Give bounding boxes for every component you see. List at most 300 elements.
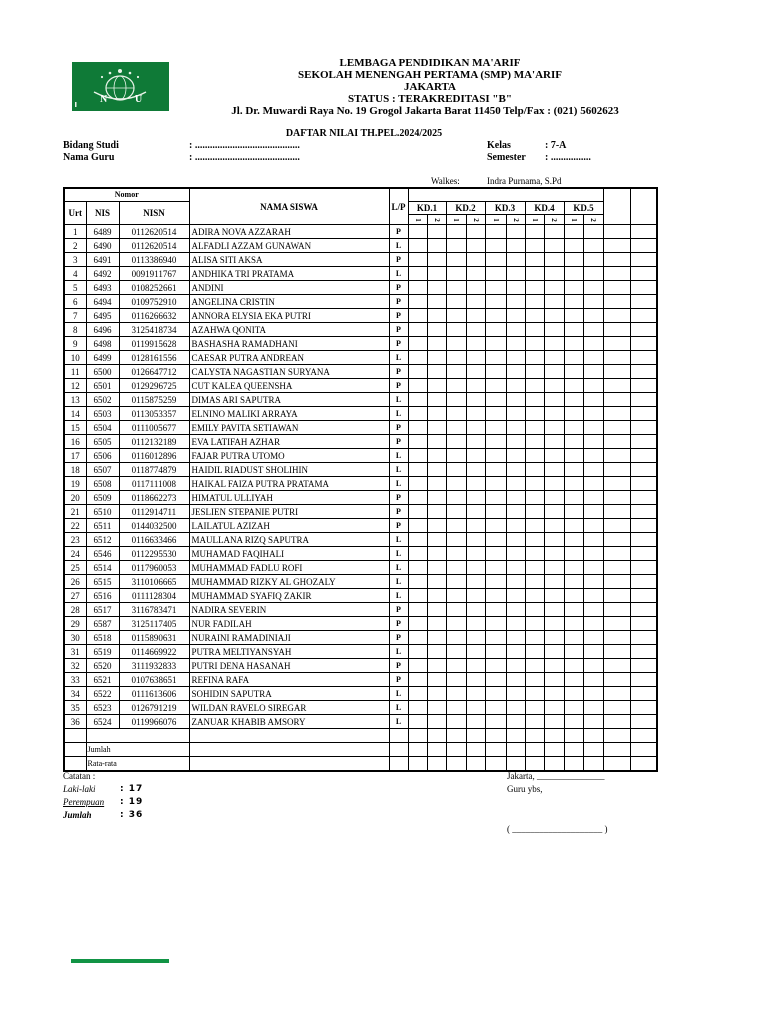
grade-cell[interactable] [544, 281, 564, 295]
grade-cell[interactable] [525, 701, 544, 715]
grade-cell[interactable] [564, 323, 583, 337]
grade-cell[interactable] [564, 701, 583, 715]
grade-cell[interactable] [446, 435, 466, 449]
grade-cell[interactable] [544, 239, 564, 253]
grade-cell[interactable] [506, 505, 525, 519]
grade-cell[interactable] [583, 253, 603, 267]
grade-cell[interactable] [630, 701, 657, 715]
grade-cell[interactable] [603, 491, 630, 505]
grade-cell[interactable] [466, 267, 485, 281]
grade-cell[interactable] [408, 561, 427, 575]
grade-cell[interactable] [564, 435, 583, 449]
grade-cell[interactable] [583, 491, 603, 505]
grade-cell[interactable] [564, 337, 583, 351]
grade-cell[interactable] [544, 575, 564, 589]
grade-cell[interactable] [506, 659, 525, 673]
grade-cell[interactable] [603, 267, 630, 281]
grade-cell[interactable] [408, 407, 427, 421]
grade-cell[interactable] [544, 631, 564, 645]
summary-cell[interactable] [603, 757, 630, 772]
grade-cell[interactable] [506, 323, 525, 337]
grade-cell[interactable] [564, 295, 583, 309]
grade-cell[interactable] [544, 351, 564, 365]
grade-cell[interactable] [544, 309, 564, 323]
grade-cell[interactable] [427, 225, 446, 239]
grade-cell[interactable] [446, 701, 466, 715]
grade-cell[interactable] [630, 589, 657, 603]
grade-cell[interactable] [485, 603, 506, 617]
grade-cell[interactable] [427, 673, 446, 687]
grade-cell[interactable] [630, 547, 657, 561]
grade-cell[interactable] [506, 673, 525, 687]
grade-cell[interactable] [485, 519, 506, 533]
grade-cell[interactable] [544, 589, 564, 603]
summary-cell[interactable] [630, 729, 657, 743]
grade-cell[interactable] [427, 239, 446, 253]
summary-cell[interactable] [544, 729, 564, 743]
grade-cell[interactable] [506, 645, 525, 659]
grade-cell[interactable] [525, 645, 544, 659]
grade-cell[interactable] [583, 547, 603, 561]
grade-cell[interactable] [485, 589, 506, 603]
grade-cell[interactable] [544, 701, 564, 715]
grade-cell[interactable] [506, 435, 525, 449]
grade-cell[interactable] [603, 715, 630, 729]
grade-cell[interactable] [583, 575, 603, 589]
grade-cell[interactable] [506, 449, 525, 463]
grade-cell[interactable] [564, 505, 583, 519]
grade-cell[interactable] [446, 659, 466, 673]
grade-cell[interactable] [466, 645, 485, 659]
grade-cell[interactable] [408, 295, 427, 309]
grade-cell[interactable] [630, 491, 657, 505]
grade-cell[interactable] [485, 281, 506, 295]
grade-cell[interactable] [446, 295, 466, 309]
grade-cell[interactable] [485, 491, 506, 505]
grade-cell[interactable] [485, 225, 506, 239]
grade-cell[interactable] [446, 309, 466, 323]
grade-cell[interactable] [408, 309, 427, 323]
grade-cell[interactable] [525, 533, 544, 547]
grade-cell[interactable] [583, 267, 603, 281]
grade-cell[interactable] [544, 533, 564, 547]
grade-cell[interactable] [630, 365, 657, 379]
grade-cell[interactable] [427, 631, 446, 645]
grade-cell[interactable] [466, 491, 485, 505]
grade-cell[interactable] [506, 295, 525, 309]
grade-cell[interactable] [544, 603, 564, 617]
grade-cell[interactable] [544, 267, 564, 281]
grade-cell[interactable] [466, 239, 485, 253]
grade-cell[interactable] [485, 393, 506, 407]
summary-cell[interactable] [583, 729, 603, 743]
grade-cell[interactable] [506, 379, 525, 393]
grade-cell[interactable] [525, 673, 544, 687]
grade-cell[interactable] [408, 337, 427, 351]
grade-cell[interactable] [466, 295, 485, 309]
grade-cell[interactable] [408, 701, 427, 715]
grade-cell[interactable] [564, 351, 583, 365]
grade-cell[interactable] [583, 659, 603, 673]
summary-cell[interactable] [544, 757, 564, 772]
grade-cell[interactable] [408, 379, 427, 393]
summary-cell[interactable] [189, 729, 389, 743]
summary-cell[interactable] [446, 757, 466, 772]
grade-cell[interactable] [446, 477, 466, 491]
grade-cell[interactable] [485, 337, 506, 351]
grade-cell[interactable] [446, 351, 466, 365]
grade-cell[interactable] [427, 421, 446, 435]
grade-cell[interactable] [506, 701, 525, 715]
grade-cell[interactable] [583, 393, 603, 407]
grade-cell[interactable] [446, 687, 466, 701]
grade-cell[interactable] [485, 323, 506, 337]
grade-cell[interactable] [446, 491, 466, 505]
grade-cell[interactable] [408, 281, 427, 295]
grade-cell[interactable] [603, 393, 630, 407]
grade-cell[interactable] [603, 351, 630, 365]
grade-cell[interactable] [466, 589, 485, 603]
grade-cell[interactable] [525, 505, 544, 519]
grade-cell[interactable] [525, 687, 544, 701]
grade-cell[interactable] [466, 673, 485, 687]
grade-cell[interactable] [408, 239, 427, 253]
grade-cell[interactable] [630, 463, 657, 477]
grade-cell[interactable] [603, 309, 630, 323]
grade-cell[interactable] [446, 253, 466, 267]
summary-cell[interactable] [408, 729, 427, 743]
grade-cell[interactable] [485, 477, 506, 491]
grade-cell[interactable] [427, 533, 446, 547]
summary-cell[interactable] [446, 743, 466, 757]
grade-cell[interactable] [506, 547, 525, 561]
grade-cell[interactable] [544, 295, 564, 309]
grade-cell[interactable] [525, 323, 544, 337]
summary-cell[interactable] [583, 743, 603, 757]
grade-cell[interactable] [544, 435, 564, 449]
grade-cell[interactable] [564, 477, 583, 491]
grade-cell[interactable] [603, 295, 630, 309]
summary-cell[interactable] [603, 743, 630, 757]
grade-cell[interactable] [564, 561, 583, 575]
grade-cell[interactable] [564, 547, 583, 561]
grade-cell[interactable] [525, 631, 544, 645]
summary-cell[interactable] [189, 743, 389, 757]
grade-cell[interactable] [427, 435, 446, 449]
summary-cell[interactable] [525, 729, 544, 743]
grade-cell[interactable] [466, 365, 485, 379]
grade-cell[interactable] [544, 407, 564, 421]
grade-cell[interactable] [603, 505, 630, 519]
grade-cell[interactable] [630, 449, 657, 463]
grade-cell[interactable] [506, 477, 525, 491]
grade-cell[interactable] [544, 365, 564, 379]
grade-cell[interactable] [466, 253, 485, 267]
grade-cell[interactable] [485, 239, 506, 253]
grade-cell[interactable] [564, 519, 583, 533]
grade-cell[interactable] [408, 463, 427, 477]
grade-cell[interactable] [466, 337, 485, 351]
grade-cell[interactable] [466, 407, 485, 421]
grade-cell[interactable] [603, 631, 630, 645]
grade-cell[interactable] [408, 253, 427, 267]
grade-cell[interactable] [506, 463, 525, 477]
grade-cell[interactable] [583, 295, 603, 309]
grade-cell[interactable] [525, 365, 544, 379]
grade-cell[interactable] [603, 673, 630, 687]
grade-cell[interactable] [466, 379, 485, 393]
grade-cell[interactable] [485, 267, 506, 281]
grade-cell[interactable] [408, 603, 427, 617]
grade-cell[interactable] [427, 561, 446, 575]
grade-cell[interactable] [603, 659, 630, 673]
grade-cell[interactable] [427, 491, 446, 505]
grade-cell[interactable] [525, 561, 544, 575]
grade-cell[interactable] [525, 407, 544, 421]
grade-cell[interactable] [427, 253, 446, 267]
grade-cell[interactable] [564, 267, 583, 281]
grade-cell[interactable] [485, 351, 506, 365]
grade-cell[interactable] [485, 379, 506, 393]
grade-cell[interactable] [408, 589, 427, 603]
grade-cell[interactable] [427, 617, 446, 631]
grade-cell[interactable] [466, 449, 485, 463]
grade-cell[interactable] [544, 505, 564, 519]
grade-cell[interactable] [583, 701, 603, 715]
grade-cell[interactable] [630, 351, 657, 365]
grade-cell[interactable] [630, 239, 657, 253]
grade-cell[interactable] [525, 715, 544, 729]
grade-cell[interactable] [408, 491, 427, 505]
grade-cell[interactable] [525, 435, 544, 449]
summary-cell[interactable] [630, 757, 657, 772]
grade-cell[interactable] [408, 687, 427, 701]
grade-cell[interactable] [427, 659, 446, 673]
grade-cell[interactable] [427, 575, 446, 589]
grade-cell[interactable] [583, 715, 603, 729]
grade-cell[interactable] [485, 449, 506, 463]
grade-cell[interactable] [485, 645, 506, 659]
grade-cell[interactable] [427, 407, 446, 421]
grade-cell[interactable] [506, 617, 525, 631]
grade-cell[interactable] [427, 337, 446, 351]
grade-cell[interactable] [583, 379, 603, 393]
grade-cell[interactable] [427, 687, 446, 701]
grade-cell[interactable] [525, 393, 544, 407]
grade-cell[interactable] [603, 687, 630, 701]
grade-cell[interactable] [506, 631, 525, 645]
grade-cell[interactable] [408, 673, 427, 687]
grade-cell[interactable] [603, 421, 630, 435]
summary-cell[interactable] [389, 743, 408, 757]
grade-cell[interactable] [427, 281, 446, 295]
grade-cell[interactable] [544, 715, 564, 729]
grade-cell[interactable] [564, 491, 583, 505]
grade-cell[interactable] [446, 267, 466, 281]
grade-cell[interactable] [427, 295, 446, 309]
grade-cell[interactable] [544, 561, 564, 575]
grade-cell[interactable] [466, 715, 485, 729]
grade-cell[interactable] [427, 715, 446, 729]
summary-cell[interactable] [564, 729, 583, 743]
grade-cell[interactable] [446, 379, 466, 393]
grade-cell[interactable] [603, 477, 630, 491]
grade-cell[interactable] [583, 309, 603, 323]
grade-cell[interactable] [446, 617, 466, 631]
grade-cell[interactable] [446, 575, 466, 589]
grade-cell[interactable] [525, 463, 544, 477]
grade-cell[interactable] [427, 365, 446, 379]
grade-cell[interactable] [603, 281, 630, 295]
grade-cell[interactable] [427, 519, 446, 533]
grade-cell[interactable] [564, 575, 583, 589]
summary-cell[interactable] [506, 757, 525, 772]
grade-cell[interactable] [630, 715, 657, 729]
grade-cell[interactable] [583, 617, 603, 631]
grade-cell[interactable] [485, 547, 506, 561]
grade-cell[interactable] [603, 645, 630, 659]
grade-cell[interactable] [408, 393, 427, 407]
grade-cell[interactable] [544, 337, 564, 351]
grade-cell[interactable] [583, 421, 603, 435]
grade-cell[interactable] [630, 393, 657, 407]
grade-cell[interactable] [630, 337, 657, 351]
grade-cell[interactable] [630, 407, 657, 421]
grade-cell[interactable] [485, 533, 506, 547]
grade-cell[interactable] [564, 533, 583, 547]
grade-cell[interactable] [485, 463, 506, 477]
summary-cell[interactable] [564, 757, 583, 772]
summary-cell[interactable] [389, 757, 408, 772]
grade-cell[interactable] [408, 519, 427, 533]
grade-cell[interactable] [485, 715, 506, 729]
grade-cell[interactable] [485, 309, 506, 323]
grade-cell[interactable] [446, 589, 466, 603]
summary-cell[interactable] [485, 729, 506, 743]
grade-cell[interactable] [408, 617, 427, 631]
grade-cell[interactable] [630, 617, 657, 631]
grade-cell[interactable] [603, 225, 630, 239]
grade-cell[interactable] [506, 687, 525, 701]
grade-cell[interactable] [427, 463, 446, 477]
grade-cell[interactable] [466, 435, 485, 449]
grade-cell[interactable] [544, 449, 564, 463]
grade-cell[interactable] [466, 519, 485, 533]
summary-cell[interactable] [506, 743, 525, 757]
summary-cell[interactable] [427, 743, 446, 757]
grade-cell[interactable] [408, 351, 427, 365]
grade-cell[interactable] [506, 421, 525, 435]
grade-cell[interactable] [544, 673, 564, 687]
grade-cell[interactable] [630, 477, 657, 491]
grade-cell[interactable] [466, 533, 485, 547]
grade-cell[interactable] [506, 589, 525, 603]
grade-cell[interactable] [603, 603, 630, 617]
grade-cell[interactable] [603, 435, 630, 449]
grade-cell[interactable] [525, 659, 544, 673]
grade-cell[interactable] [544, 659, 564, 673]
grade-cell[interactable] [466, 421, 485, 435]
grade-cell[interactable] [583, 673, 603, 687]
grade-cell[interactable] [603, 407, 630, 421]
grade-cell[interactable] [544, 547, 564, 561]
grade-cell[interactable] [446, 407, 466, 421]
grade-cell[interactable] [427, 603, 446, 617]
grade-cell[interactable] [564, 659, 583, 673]
grade-cell[interactable] [427, 505, 446, 519]
grade-cell[interactable] [564, 687, 583, 701]
grade-cell[interactable] [485, 365, 506, 379]
grade-cell[interactable] [408, 645, 427, 659]
summary-cell[interactable] [564, 743, 583, 757]
summary-cell[interactable] [408, 743, 427, 757]
grade-cell[interactable] [506, 267, 525, 281]
grade-cell[interactable] [583, 603, 603, 617]
grade-cell[interactable] [466, 575, 485, 589]
grade-cell[interactable] [544, 645, 564, 659]
grade-cell[interactable] [466, 309, 485, 323]
grade-cell[interactable] [583, 337, 603, 351]
grade-cell[interactable] [446, 519, 466, 533]
grade-cell[interactable] [408, 449, 427, 463]
summary-cell[interactable] [446, 729, 466, 743]
grade-cell[interactable] [603, 337, 630, 351]
grade-cell[interactable] [564, 225, 583, 239]
grade-cell[interactable] [630, 673, 657, 687]
grade-cell[interactable] [525, 225, 544, 239]
grade-cell[interactable] [466, 225, 485, 239]
grade-cell[interactable] [506, 225, 525, 239]
summary-cell[interactable] [485, 743, 506, 757]
grade-cell[interactable] [525, 603, 544, 617]
grade-cell[interactable] [630, 225, 657, 239]
grade-cell[interactable] [583, 477, 603, 491]
grade-cell[interactable] [427, 547, 446, 561]
grade-cell[interactable] [525, 309, 544, 323]
grade-cell[interactable] [506, 281, 525, 295]
grade-cell[interactable] [630, 379, 657, 393]
grade-cell[interactable] [544, 323, 564, 337]
grade-cell[interactable] [603, 547, 630, 561]
grade-cell[interactable] [446, 337, 466, 351]
grade-cell[interactable] [506, 575, 525, 589]
grade-cell[interactable] [506, 407, 525, 421]
grade-cell[interactable] [408, 533, 427, 547]
grade-cell[interactable] [427, 701, 446, 715]
grade-cell[interactable] [427, 477, 446, 491]
grade-cell[interactable] [630, 295, 657, 309]
grade-cell[interactable] [408, 631, 427, 645]
grade-cell[interactable] [466, 659, 485, 673]
summary-cell[interactable] [485, 757, 506, 772]
grade-cell[interactable] [630, 421, 657, 435]
grade-cell[interactable] [603, 617, 630, 631]
grade-cell[interactable] [525, 379, 544, 393]
grade-cell[interactable] [506, 337, 525, 351]
summary-cell[interactable] [466, 729, 485, 743]
grade-cell[interactable] [583, 407, 603, 421]
grade-cell[interactable] [427, 351, 446, 365]
grade-cell[interactable] [603, 449, 630, 463]
grade-cell[interactable] [525, 281, 544, 295]
grade-cell[interactable] [630, 645, 657, 659]
grade-cell[interactable] [564, 281, 583, 295]
grade-cell[interactable] [544, 463, 564, 477]
grade-cell[interactable] [603, 561, 630, 575]
grade-cell[interactable] [603, 519, 630, 533]
grade-cell[interactable] [506, 491, 525, 505]
summary-cell[interactable] [466, 743, 485, 757]
